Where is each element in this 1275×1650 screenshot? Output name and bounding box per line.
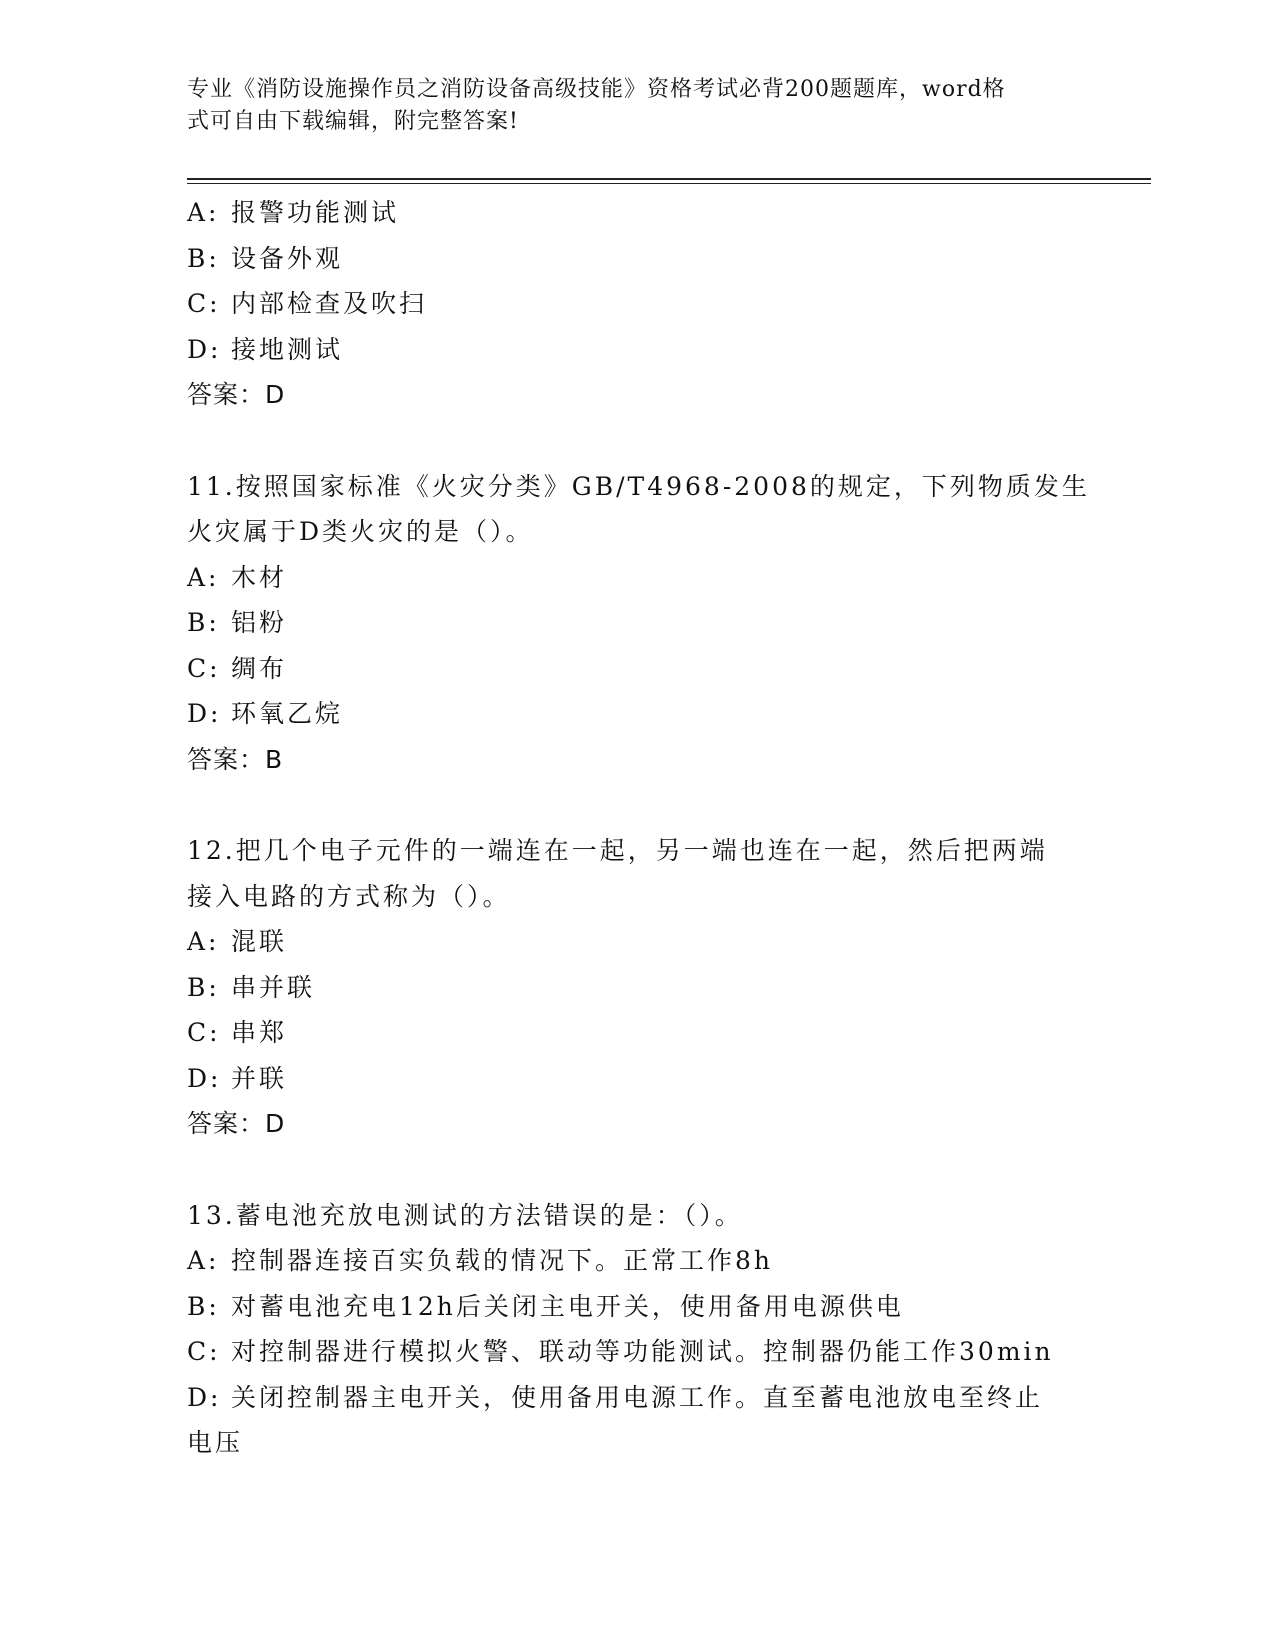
option-a (187, 919, 1087, 965)
answer-line: 答案：D (187, 380, 286, 409)
option-label: D: (187, 334, 222, 364)
option-label: D: (187, 1382, 222, 1412)
option-label: A: (187, 562, 220, 592)
question-block-12 (187, 828, 1087, 1147)
question-stem-line: 火灾属于D类火灾的是（）。 (187, 517, 534, 546)
option-text: 内部检查及吹扫 (231, 289, 428, 318)
option-text: 绸布 (231, 653, 288, 683)
option-continuation: 电压 (187, 1428, 244, 1457)
header-line-1: 专业《消防设施操作员之消防设备高级技能》资格考试必背200题题库，word格 (187, 77, 1006, 102)
option-b (187, 1284, 1087, 1330)
option-label: B: (187, 972, 220, 1002)
option-d (187, 327, 1087, 373)
header-divider (187, 178, 1151, 184)
spacer (187, 1147, 1087, 1193)
option-label: B: (187, 1291, 220, 1321)
option-label: D: (187, 699, 222, 728)
option-text: 关闭控制器主电开关，使用备用电源工作。直至蓄电池放电至终止 (231, 1382, 1044, 1412)
question-stem-line: 11.按照国家标准《火灾分类》GB/T4968-2008的规定，下列物质发生 (187, 471, 1090, 501)
question-stem-line: 接入电路的方式称为（）。 (187, 881, 511, 911)
question-stem-line: 13.蓄电池充放电测试的方法错误的是：（）。 (187, 1200, 743, 1230)
option-label: A: (187, 198, 220, 227)
option-c (187, 281, 1087, 327)
option-text: 木材 (231, 562, 288, 592)
option-c (187, 646, 1087, 692)
option-d (187, 1056, 1087, 1102)
option-text: 接地测试 (231, 334, 344, 364)
option-text: 并联 (231, 1063, 288, 1093)
option-b (187, 600, 1087, 646)
option-a (187, 555, 1087, 601)
option-label: A: (187, 927, 220, 956)
option-text: 串并联 (231, 972, 316, 1002)
header-line-2: 式可自由下载编辑，附完整答案! (187, 109, 519, 134)
option-text: 报警功能测试 (231, 198, 400, 227)
question-list (187, 190, 1090, 1466)
option-text: 对蓄电池充电12h后关闭主电开关，使用备用电源供电 (231, 1291, 904, 1321)
option-text: 对控制器进行模拟火警、联动等功能测试。控制器仍能工作30min (231, 1337, 1054, 1366)
answer-line: 答案：B (187, 744, 284, 774)
option-text: 环氧乙烷 (231, 699, 344, 728)
option-b (187, 236, 1087, 282)
option-label: C: (187, 1337, 221, 1366)
option-text: 设备外观 (231, 243, 344, 273)
question-block-11 (187, 464, 1090, 783)
option-text: 铝粉 (231, 608, 288, 637)
option-d (187, 1375, 1087, 1421)
option-b (187, 965, 1087, 1011)
answer-line: 答案：D (187, 1109, 286, 1138)
question-stem-line: 12.把几个电子元件的一端连在一起，另一端也连在一起，然后把两端 (187, 836, 1048, 865)
spacer (187, 418, 1087, 464)
document-header (187, 74, 1067, 138)
option-a (187, 190, 1087, 236)
option-label: C: (187, 1018, 221, 1047)
option-label: C: (187, 653, 221, 683)
option-text: 控制器连接百实负载的情况下。正常工作8h (231, 1246, 774, 1275)
option-d (187, 691, 1087, 737)
option-text: 混联 (231, 927, 288, 956)
question-block-10 (187, 190, 1087, 418)
question-block-13 (187, 1193, 1087, 1466)
option-text: 串郑 (231, 1018, 288, 1047)
option-label: A: (187, 1246, 220, 1275)
option-label: B: (187, 243, 220, 273)
option-c (187, 1329, 1087, 1375)
option-a (187, 1238, 1087, 1284)
option-label: C: (187, 289, 221, 318)
spacer (187, 782, 1087, 828)
option-label: D: (187, 1063, 222, 1093)
option-label: B: (187, 608, 220, 637)
option-c (187, 1010, 1087, 1056)
